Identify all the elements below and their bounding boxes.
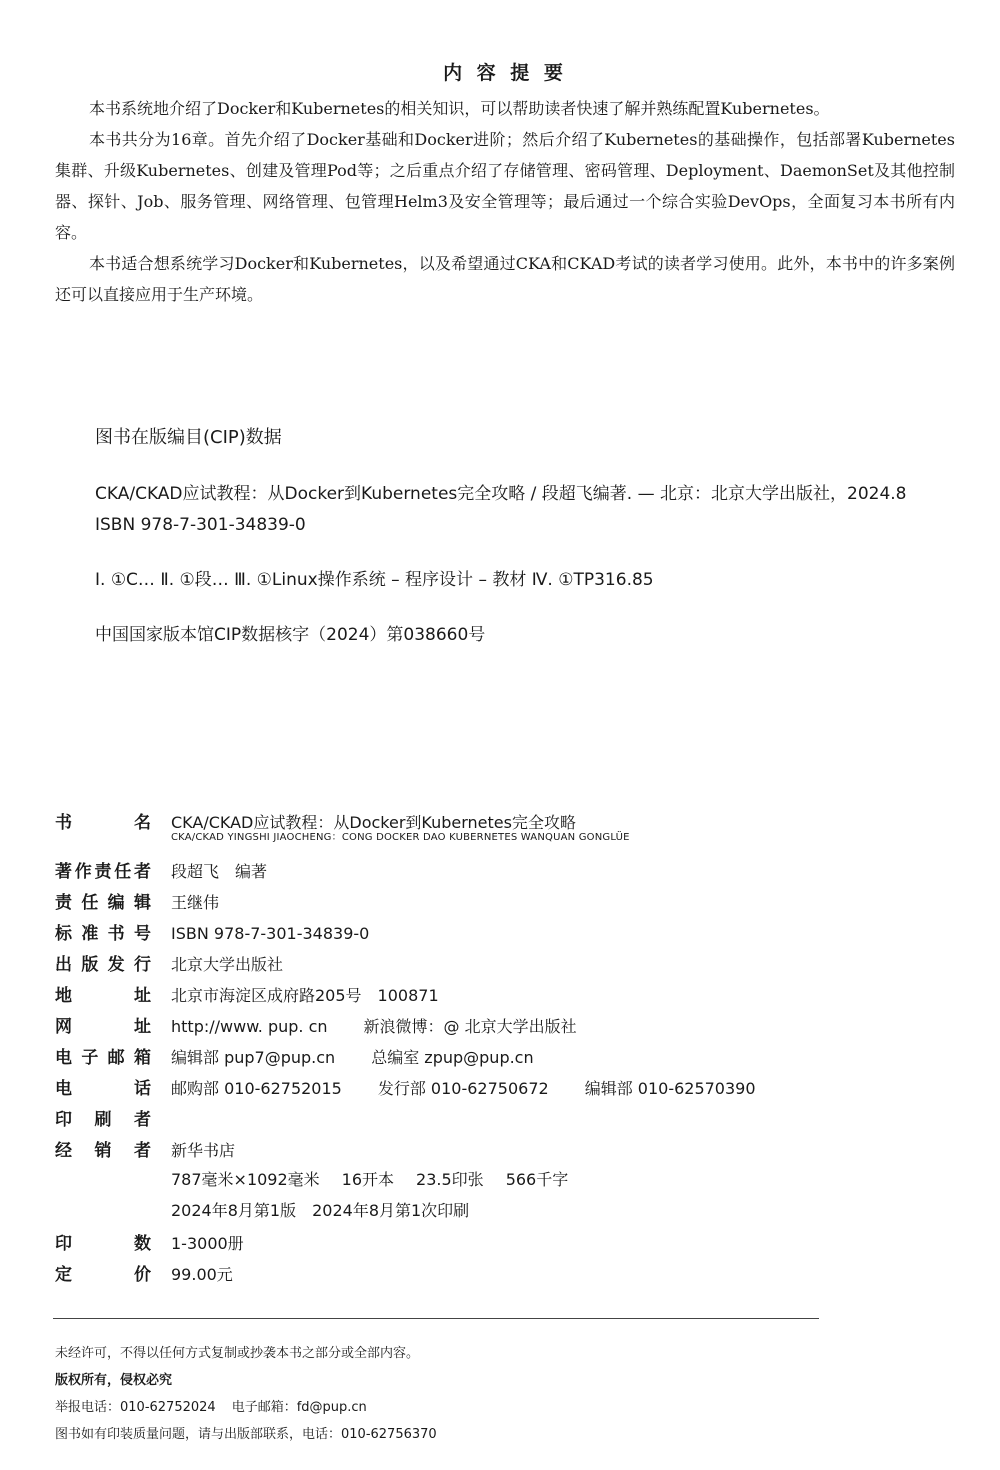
book-title: CKA/CKAD应试教程：从Docker到Kubernetes完全攻略 (171, 813, 576, 832)
colophon-label: 印 刷 者 (55, 1110, 151, 1130)
colophon-row-editor (55, 888, 915, 919)
isbn-value: ISBN 978-7-301-34839-0 (171, 924, 370, 943)
cip-heading: 图书在版编目(CIP)数据 (95, 427, 282, 448)
author-value: 段超飞 编著 (171, 862, 268, 881)
summary-paragraph: 本书适合想系统学习Docker和Kubernetes，以及希望通过CKA和CKAD考试的读者学习使用。此外，本书中的许多案例还可以直接应用于生产环境。 (55, 254, 955, 304)
cip-block (95, 423, 957, 651)
edition-row (171, 1198, 915, 1229)
printing: 2024年8月第1次印刷 (312, 1201, 470, 1220)
report-contact (55, 1394, 915, 1421)
colophon-label: 地 址 (55, 986, 151, 1006)
summary-title: 内 容 提 要 (443, 62, 567, 84)
address-value: 北京市海淀区成府路205号 100871 (171, 986, 439, 1005)
book-title-pinyin: CKA/CKAD YINGSHI JIAOCHENG：CONG DOCKER DAO KUBERNETES WANQUAN GONGLÜE (171, 832, 630, 843)
report-phone: 举报电话：010-62752024 (55, 1400, 216, 1415)
copy-notice: 未经许可，不得以任何方式复制或抄袭本书之部分或全部内容。 (55, 1346, 420, 1361)
colophon-label: 书 名 (55, 813, 151, 833)
colophon-label: 定 价 (55, 1265, 151, 1285)
colophon-label: 出 版 发 行 (55, 955, 151, 975)
edition: 2024年8月第1版 (171, 1201, 297, 1220)
copyright-footer (55, 1340, 915, 1448)
colophon-label: 网 址 (55, 1017, 151, 1037)
colophon-row-phone (55, 1074, 915, 1105)
editor-value: 王继伟 (171, 893, 220, 912)
cip-isbn: ISBN 978-7-301-34839-0 (95, 515, 306, 535)
editorial-phone: 编辑部 010-62570390 (584, 1079, 756, 1098)
colophon-row-print-run (55, 1229, 915, 1260)
paper-size: 787毫米×1092毫米 (171, 1170, 320, 1189)
word-count: 566千字 (505, 1170, 569, 1189)
colophon-label: 著 作 责 任 者 (55, 862, 151, 882)
colophon-row-publisher (55, 950, 915, 981)
content-summary (55, 58, 955, 310)
colophon-row-distributor (55, 1136, 915, 1167)
print-run-value: 1-3000册 (171, 1234, 244, 1253)
colophon-label: 经 销 者 (55, 1141, 151, 1161)
colophon-row-price (55, 1260, 915, 1291)
summary-paragraph: 本书共分为16章。首先介绍了Docker基础和Docker进阶；然后介绍了Kubernetes的基础操作，包括部署Kubernetes集群、升级Kubernetes、创建及管理Pod等；之后重点介绍了存储管理、密码管理、Deployment、DaemonSet及其他控制器、探针、Job、服务管理、网络管理、包管理Helm3及安全管理等；最后通过一个综合实验DevOps，全面复习本书所有内容。 (55, 130, 955, 242)
printed-sheets: 23.5印张 (416, 1170, 484, 1189)
colophon-label: 标 准 书 号 (55, 924, 151, 944)
colophon-row-address (55, 981, 915, 1012)
cip-subjects: Ⅰ. ①C… Ⅱ. ①段… Ⅲ. ①Linux操作系统 – 程序设计 – 教材 Ⅳ. ①TP316.85 (95, 570, 654, 590)
folio: 16开本 (341, 1170, 395, 1189)
colophon-row-author (55, 857, 915, 888)
colophon-label: 电 话 (55, 1079, 151, 1099)
distributor-value: 新华书店 (171, 1141, 236, 1160)
summary-paragraph: 本书系统地介绍了Docker和Kubernetes的相关知识，可以帮助读者快速了解并熟练配置Kubernetes。 (89, 99, 830, 118)
editorial-email: 编辑部 pup7@pup.cn (171, 1048, 336, 1067)
colophon-row-website (55, 1012, 915, 1043)
colophon-row-isbn (55, 919, 915, 950)
website-link[interactable]: http://www. pup. cn (171, 1017, 328, 1036)
price-value: 99.00元 (171, 1265, 233, 1284)
sales-phone: 邮购部 010-62752015 (171, 1079, 342, 1098)
publisher-value: 北京大学出版社 (171, 955, 284, 974)
colophon-label: 印 数 (55, 1234, 151, 1254)
colophon-label: 责 任 编 辑 (55, 893, 151, 913)
colophon-label: 电 子 邮 箱 (55, 1048, 151, 1068)
footer-divider (53, 1318, 819, 1319)
weibo-value: 新浪微博：@ 北京大学出版社 (363, 1017, 577, 1036)
chief-email: 总编室 zpup@pup.cn (371, 1048, 534, 1067)
format-row (171, 1167, 915, 1198)
distribution-phone: 发行部 010-62750672 (377, 1079, 549, 1098)
report-email: 电子邮箱：fd@pup.cn (231, 1400, 367, 1415)
quality-notice: 图书如有印装质量问题，请与出版部联系，电话：010-62756370 (55, 1427, 437, 1442)
rights-statement: 版权所有，侵权必究 (55, 1373, 173, 1388)
colophon-row-printer (55, 1105, 915, 1136)
cip-description: CKA/CKAD应试教程：从Docker到Kubernetes完全攻略 / 段超飞编著. — 北京：北京大学出版社，2024.8 (95, 484, 907, 504)
colophon (55, 808, 915, 1291)
cip-verification: 中国国家版本馆CIP数据核字（2024）第038660号 (95, 625, 486, 645)
colophon-row-email (55, 1043, 915, 1074)
